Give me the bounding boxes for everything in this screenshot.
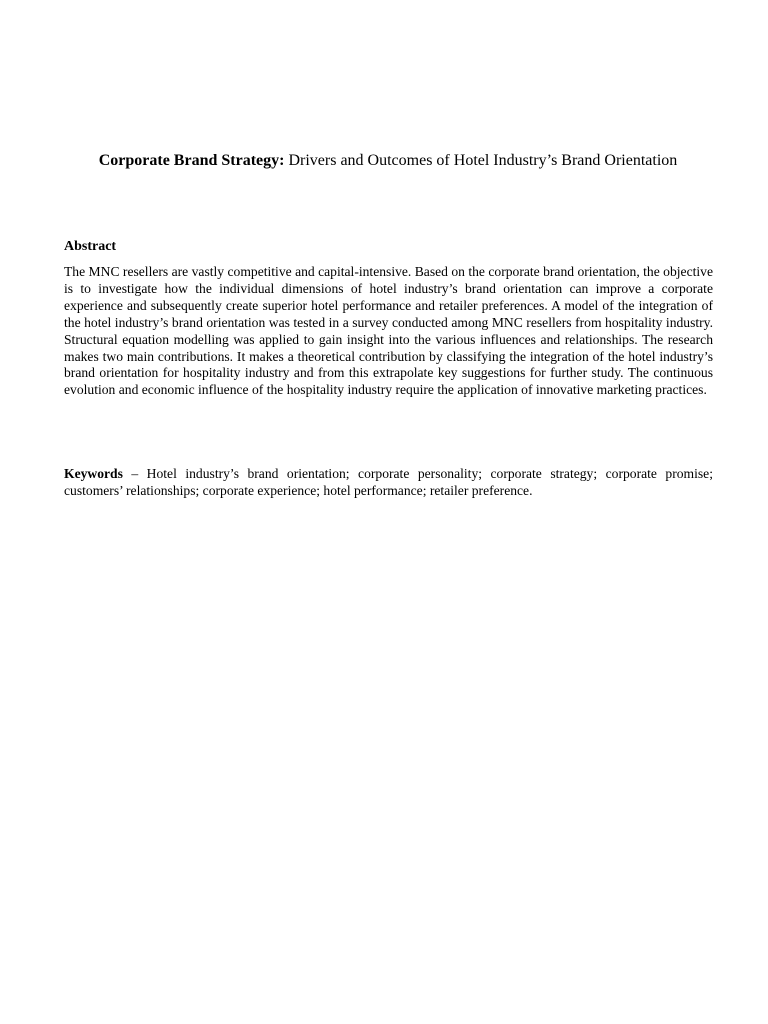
abstract-text: The MNC resellers are vastly competitive and capital-intensive. Based on the corporate brand orientation, the objective is to investigate how the individual dimensions of hotel industry’s brand orientation can improve a corporate experience and subsequently create superior hotel performance and retailer preferences. A model of the integration of the hotel industry’s brand orientation was tested in a survey conducted among MNC resellers from hospitality industry. Structural equation modelling was applied to gain insight into the various influences and relationships. The research makes two main contributions. It makes a theoretical contribution by classifying the integration of the hotel industry’s brand orientation for hospitality industry and from this extrapolate key suggestions for further study. The continuous evolution and economic influence of the hospitality industry require the application of innovative marketing practices. [64, 264, 713, 398]
paper-title-bold: Corporate Brand Strategy: [98, 152, 285, 169]
keywords-paragraph [64, 465, 713, 499]
abstract-heading: Abstract [64, 239, 117, 254]
keywords-text: – Hotel industry’s brand orientation; corporate personality; corporate strategy; corporate promise; customers’ relationships; corporate experience; hotel performance; retailer preference. [64, 466, 713, 498]
paper-title-rest: Drivers and Outcomes of Hotel Industry’s Brand Orientation [284, 152, 678, 169]
paper-title [90, 150, 686, 172]
keywords-label: Keywords [64, 466, 123, 481]
